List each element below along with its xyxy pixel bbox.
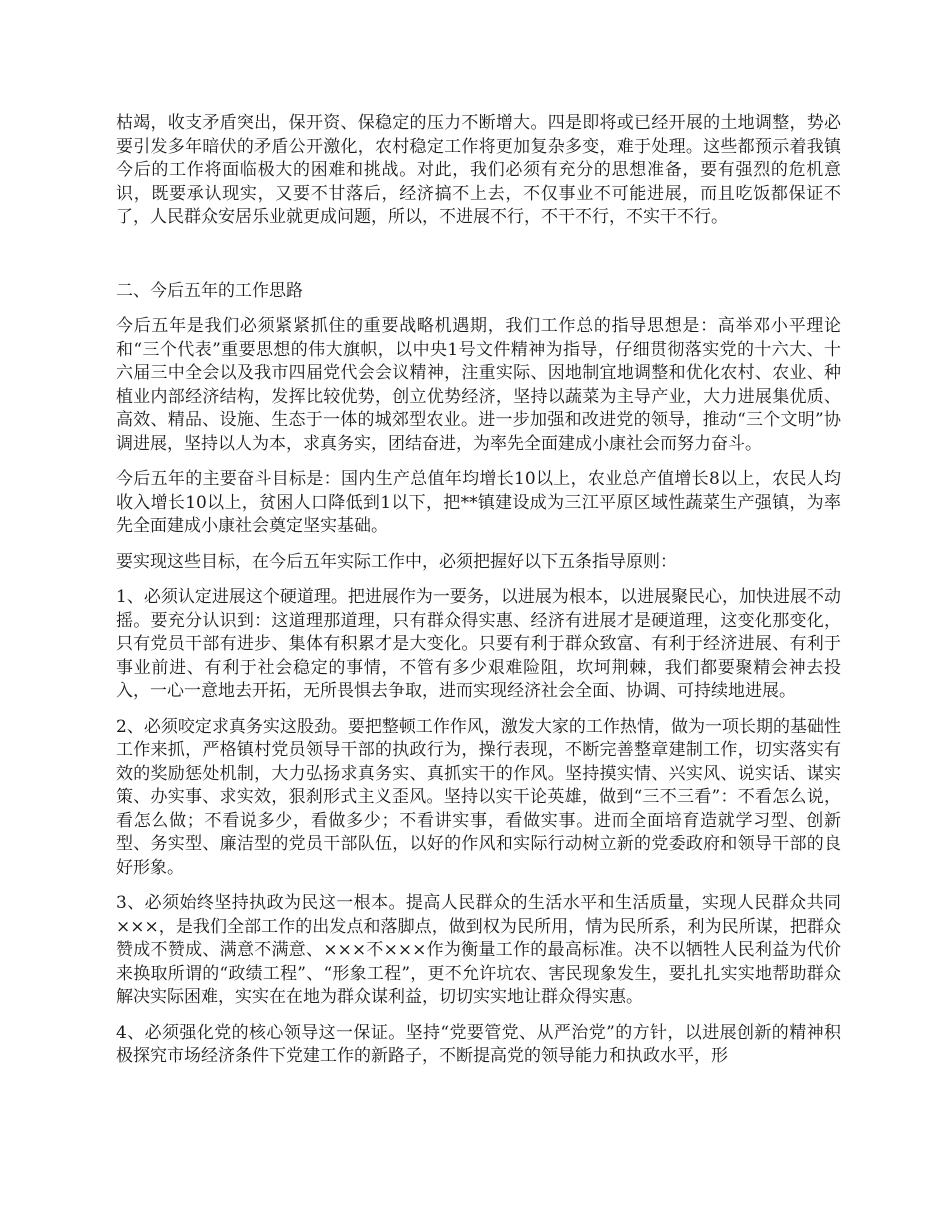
paragraph-principle-1: 1、必须认定进展这个硬道理。把进展作为一要务，以进展为根本，以进展聚民心，加快进展不动摇。要充分认识到：这道理那道理，只有群众得实惠、经济有进展才是硬道理，这变化那变化，只有党员干部有进步、集体有积累才是大变化。只要有利于群众致富、有利于经济进展、有利于事业前进、有利于社会稳定的事情，不管有多少艰难险阻，坎坷荆棘，我们都要聚精会神去投入，一心一意地去开拓，无所畏惧去争取，进而实现经济社会全面、协调、可持续地进展。 xyxy=(116,587,841,701)
paragraph-principle-3: 3、必须始终坚持执政为民这一根本。提高人民群众的生活水平和生活质量，实现人民群众共同×××，是我们全部工作的出发点和落脚点，做到权为民所用，情为民所系，利为民所谋，把群众赞成不赞成、满意不满意、×××不×××作为衡量工作的最高标准。决不以牺牲人民利益为代价来换取所谓的“政绩工程”、“形象工程”，更不允许坑农、害民现象发生，要扎扎实实地帮助群众解决实际困难，实实在在地为群众谋利益，切切实实地让群众得实惠。 xyxy=(116,893,841,1007)
paragraph-main-goals: 今后五年的主要奋斗目标是：国内生产总值年均增长10以上，农业总产值增长8以上，农民人均收入增长10以上，贫困人口降低到1以下，把**镇建设成为三江平原区域性蔬菜生产强镇，为率先全面建成小康社会奠定坚实基础。 xyxy=(116,469,841,536)
document-page xyxy=(116,112,841,1081)
paragraph-intro: 枯竭，收支矛盾突出，保开资、保稳定的压力不断增大。四是即将或已经开展的土地调整，势必要引发多年暗伏的矛盾公开激化，农村稳定工作将更加复杂多变，难于处理。这些都预示着我镇今后的工作将面临极大的困难和挑战。对此，我们必须有充分的思想准备，要有强烈的危机意识，既要承认现实，又要不甘落后，经济搞不上去，不仅事业不可能进展，而且吃饭都保证不了，人民群众安居乐业就更成问题，所以，不进展不行，不干不行，不实干不行。 xyxy=(116,113,841,227)
paragraph-guiding-ideology: 今后五年是我们必须紧紧抓住的重要战略机遇期，我们工作总的指导思想是：高举邓小平理论和“三个代表”重要思想的伟大旗帜，以中央1号文件精神为指导，仔细贯彻落实党的十六大、十六届三中全会以及我市四届党代会会议精神，注重实际、因地制宜地调整和优化农村、农业、种植业内部经济结构，发挥比较优势，创立优势经济，坚持以蔬菜为主导产业，大力进展集优质、高效、精品、设施、生态于一体的城郊型农业。进一步加强和改进党的领导，推动“三个文明”协调进展，坚持以人为本，求真务实，团结奋进，为率先全面建成小康社会而努力奋斗。 xyxy=(116,316,841,454)
section-heading: 二、今后五年的工作思路 xyxy=(116,280,303,301)
paragraph-principle-2: 2、必须咬定求真务实这股劲。要把整顿工作作风，激发大家的工作热情，做为一项长期的基础性工作来抓，严格镇村党员领导干部的执政行为，操行表现，不断完善整章建制工作，切实落实有效的奖励惩处机制，大力弘扬求真务实、真抓实干的作风。坚持摸实情、兴实风、说实话、谋实策、办实事、求实效，狠刹形式主义歪风。坚持以实干论英雄，做到“三不三看”：不看怎么说，看怎么做；不看说多少，看做多少；不看讲实事，看做实事。进而全面培育造就学习型、创新型、务实型、廉洁型的党员干部队伍，以好的作风和实际行动树立新的党委政府和领导干部的良好形象。 xyxy=(116,716,841,878)
paragraph-principle-4: 4、必须强化党的核心领导这一保证。坚持“党要管党、从严治党”的方针，以进展创新的精神积极探究市场经济条件下党建工作的新路子，不断提高党的领导能力和执政水平，形 xyxy=(116,1022,841,1066)
section-spacer xyxy=(116,230,841,280)
paragraph-principles-intro: 要实现这些目标，在今后五年实际工作中，必须把握好以下五条指导原则： xyxy=(116,551,677,572)
